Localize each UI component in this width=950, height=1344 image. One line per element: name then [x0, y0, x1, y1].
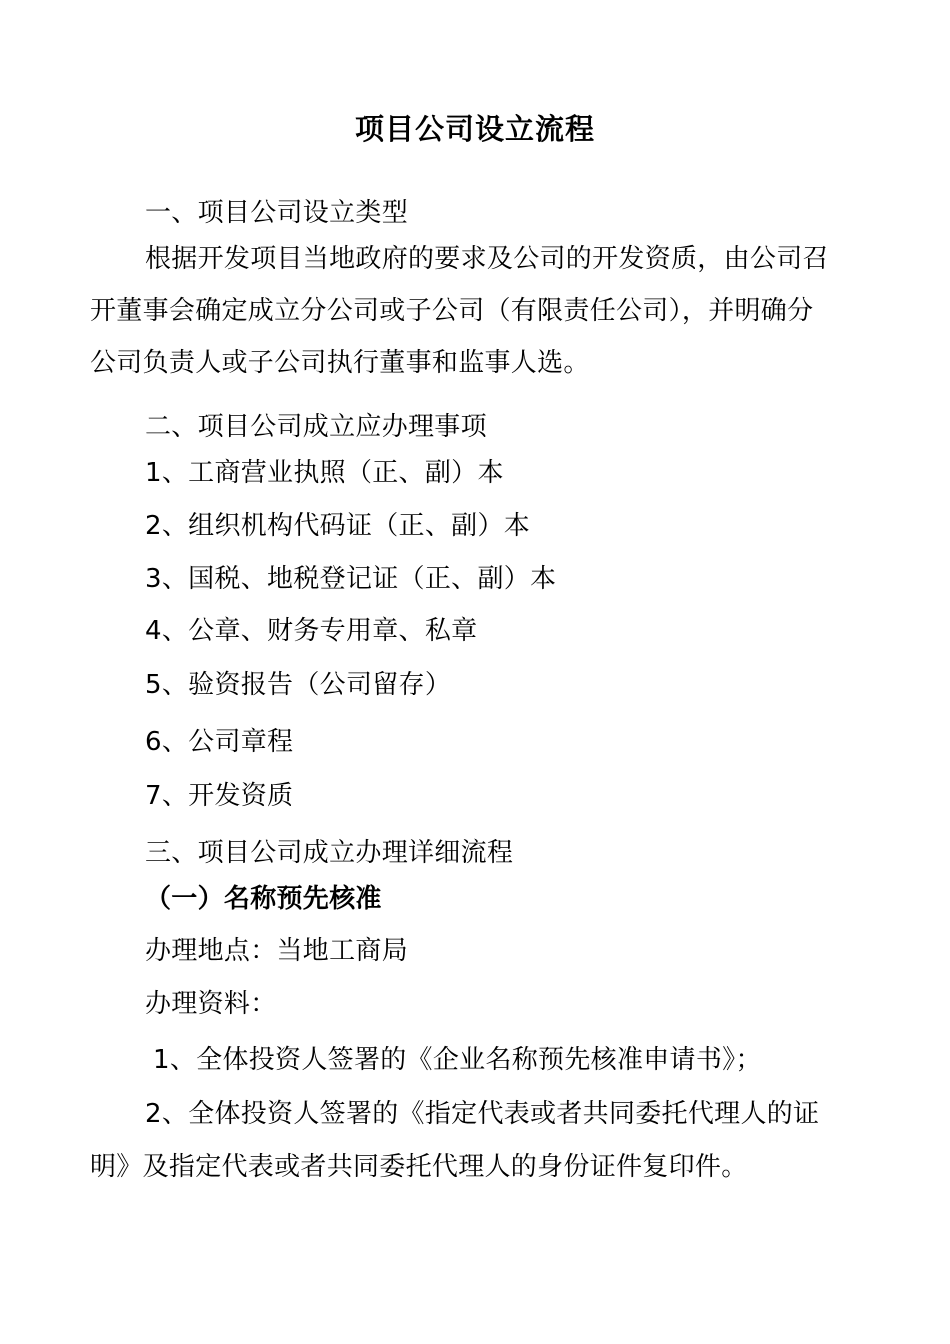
section-2-heading: 二、项目公司成立应办理事项 — [145, 412, 487, 442]
section-3-materials-label: 办理资料： — [145, 989, 277, 1019]
section-1-paragraph-line-2: 开董事会确定成立分公司或子公司（有限责任公司），并明确分 — [90, 296, 814, 326]
section-3-subheading: （一）名称预先核准 — [145, 884, 382, 914]
section-1-paragraph-line-1: 根据开发项目当地政府的要求及公司的开发资质，由公司召 — [145, 244, 829, 274]
section-1-heading: 一、项目公司设立类型 — [145, 198, 409, 228]
section-3-material-2-line-1: 2、全体投资人签署的《指定代表或者共同委托代理人的证 — [145, 1099, 820, 1129]
section-2-item-4: 4、公章、财务专用章、私章 — [145, 616, 478, 646]
section-3-location: 办理地点：当地工商局 — [145, 936, 409, 966]
section-2-item-6: 6、公司章程 — [145, 727, 294, 757]
document-title: 项目公司设立流程 — [354, 112, 595, 146]
section-3-heading: 三、项目公司成立办理详细流程 — [145, 838, 514, 868]
section-2-item-2: 2、组织机构代码证（正、副）本 — [145, 511, 531, 541]
section-1-paragraph-line-3: 公司负责人或子公司执行董事和监事人选。 — [90, 348, 590, 378]
section-2-item-3: 3、国税、地税登记证（正、副）本 — [145, 564, 557, 594]
section-2-item-1: 1、工商营业执照（正、副）本 — [145, 458, 504, 488]
section-2-item-5: 5、验资报告（公司留存） — [145, 670, 452, 700]
section-2-item-7: 7、开发资质 — [145, 781, 294, 811]
section-3-material-2-line-2: 明》及指定代表或者共同委托代理人的身份证件复印件。 — [90, 1152, 748, 1182]
section-3-material-1: 1、全体投资人签署的《企业名称预先核准申请书》； — [153, 1045, 762, 1075]
